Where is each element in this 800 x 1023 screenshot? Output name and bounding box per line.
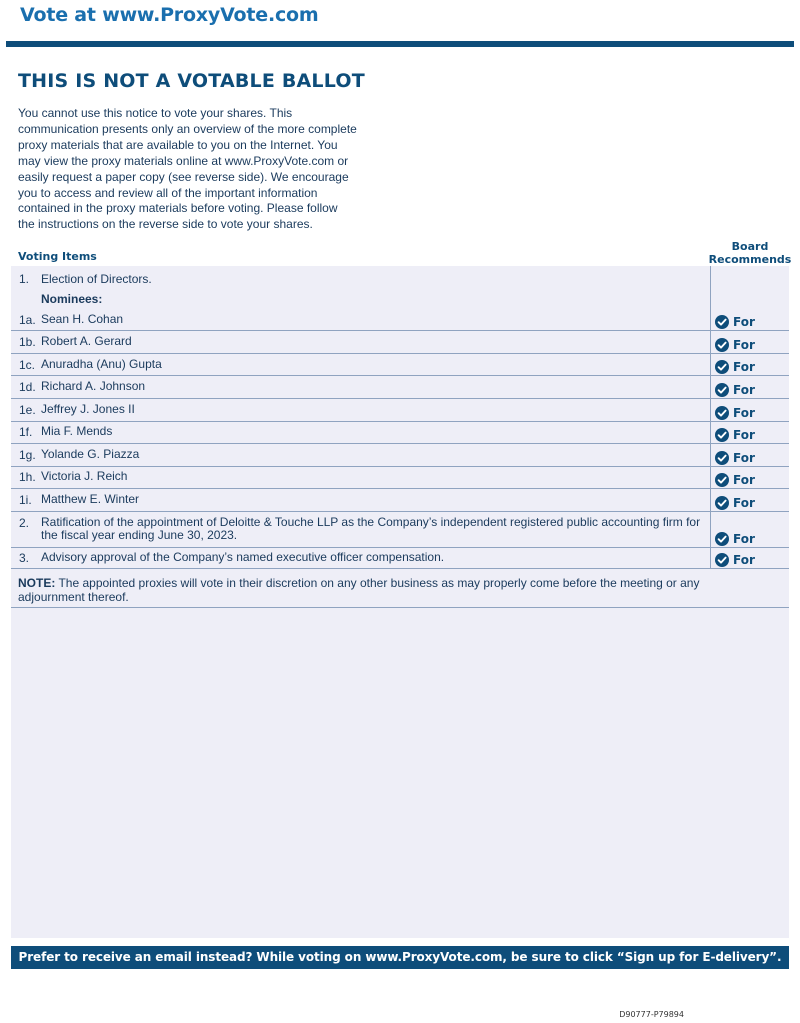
intro-line: You cannot use this notice to vote your shares. This [18,106,293,120]
check-circle-icon [715,360,729,374]
intro-line: easily request a paper copy (see reverse side). We encourage [18,169,349,184]
check-circle-icon [715,338,729,352]
board-header-line: Recommends [708,253,792,266]
recommendation-label: For [733,360,755,374]
vote-row [11,489,789,512]
note [18,576,718,604]
item-number: 1b. [19,335,36,349]
recommendation-label: For [733,383,755,397]
check-circle-icon [715,383,729,397]
item-text: Election of Directors. [41,272,152,286]
board-header-line: Board [731,240,769,253]
recommendation-label: For [733,428,755,442]
item-text: Jeffrey J. Jones II [41,402,135,416]
recommendation-label: For [733,532,755,546]
check-circle-icon [715,553,729,567]
note-text: The appointed proxies will vote in their discretion on any other business as may properly come before the meeting or any adjournment thereof. [18,576,700,604]
item-text: Matthew E. Winter [41,492,140,506]
intro-text [18,106,394,233]
check-circle-icon [715,496,729,510]
item-number: 1c. [19,358,36,372]
recommendation-label: For [733,553,755,567]
vote-row [11,354,789,376]
board-recommendation [715,360,755,374]
recommendation-label: For [733,315,755,329]
recommendation-label: For [733,473,755,487]
board-recommends-header [708,240,792,266]
recommendation-label: For [733,338,755,352]
board-recommendation [715,383,755,397]
board-recommendation [715,338,755,352]
vote-row [11,399,789,422]
board-recommendation [715,315,755,329]
check-circle-icon [715,451,729,465]
item-text: Yolande G. Piazza [41,447,140,461]
intro-line: contained in the proxy materials before voting. Please follow [18,201,338,216]
item-text: Sean H. Cohan [41,312,124,326]
item-number: 1f. [19,425,33,439]
check-circle-icon [715,473,729,487]
intro-line: the instructions on the reverse side to vote your shares. [18,217,313,232]
recommendation-label: For [733,451,755,465]
recommendation-label: For [733,406,755,420]
vote-row [11,548,789,569]
vote-row [11,512,789,548]
intro-line: communication presents only an overview of the more complete [18,121,357,136]
note-divider [11,607,789,608]
item-text: Robert A. Gerard [41,334,132,348]
vote-row [11,444,789,467]
intro-line: you to access and review all of the important information [18,185,318,200]
intro-line: may view the proxy materials online at www.ProxyVote.com or [18,153,349,168]
item-text: Victoria J. Reich [41,469,128,483]
check-circle-icon [715,428,729,442]
item-text: Richard A. Johnson [41,379,146,393]
board-recommendation [715,496,755,510]
e-delivery-banner: Prefer to receive an email instead? While voting on www.ProxyVote.com, be sure to click “Sign up for E-delivery”. [11,946,789,969]
item-number: 1d. [19,380,36,394]
voting-items-header: Voting Items [18,250,97,263]
vote-row [11,309,789,331]
item-number: 2. [19,516,30,530]
item-number: 1e. [19,403,36,417]
nominees-label: Nominees: [41,292,103,306]
board-recommendation [715,451,755,465]
board-recommendation [715,473,755,487]
note-label: NOTE: [18,576,56,590]
vote-row [11,467,789,489]
check-circle-icon [715,315,729,329]
recommendation-label: For [733,496,755,510]
board-recommendation [715,532,755,546]
header-rule [6,41,794,47]
item-number: 3. [19,551,30,565]
board-recommendation [715,406,755,420]
document-code: D90777-P79894 [619,1010,684,1019]
board-recommendation [715,428,755,442]
item-number: 1i. [19,493,32,507]
item-text: Advisory approval of the Company’s named executive officer compensation. [41,550,445,564]
intro-line: proxy materials that are available to you on the Internet. You [18,137,338,152]
vote-row [11,376,789,399]
check-circle-icon [715,406,729,420]
vote-row [11,331,789,354]
item-number: 1h. [19,470,36,484]
board-recommendation [715,553,755,567]
notice-title: THIS IS NOT A VOTABLE BALLOT [18,70,365,92]
item-text: Mia F. Mends [41,424,113,438]
item-number: 1. [19,272,30,286]
item-text: Anuradha (Anu) Gupta [41,357,162,371]
item-number: 1g. [19,448,36,462]
header-title: Vote at www.ProxyVote.com [20,4,319,26]
item-number: 1a. [19,313,36,327]
item-text: Ratification of the appointment of Deloitte & Touche LLP as the Company’s independent registered public accounting firm for the fiscal year ending June 30, 2023. [41,515,701,542]
vote-row [11,422,789,444]
check-circle-icon [715,532,729,546]
